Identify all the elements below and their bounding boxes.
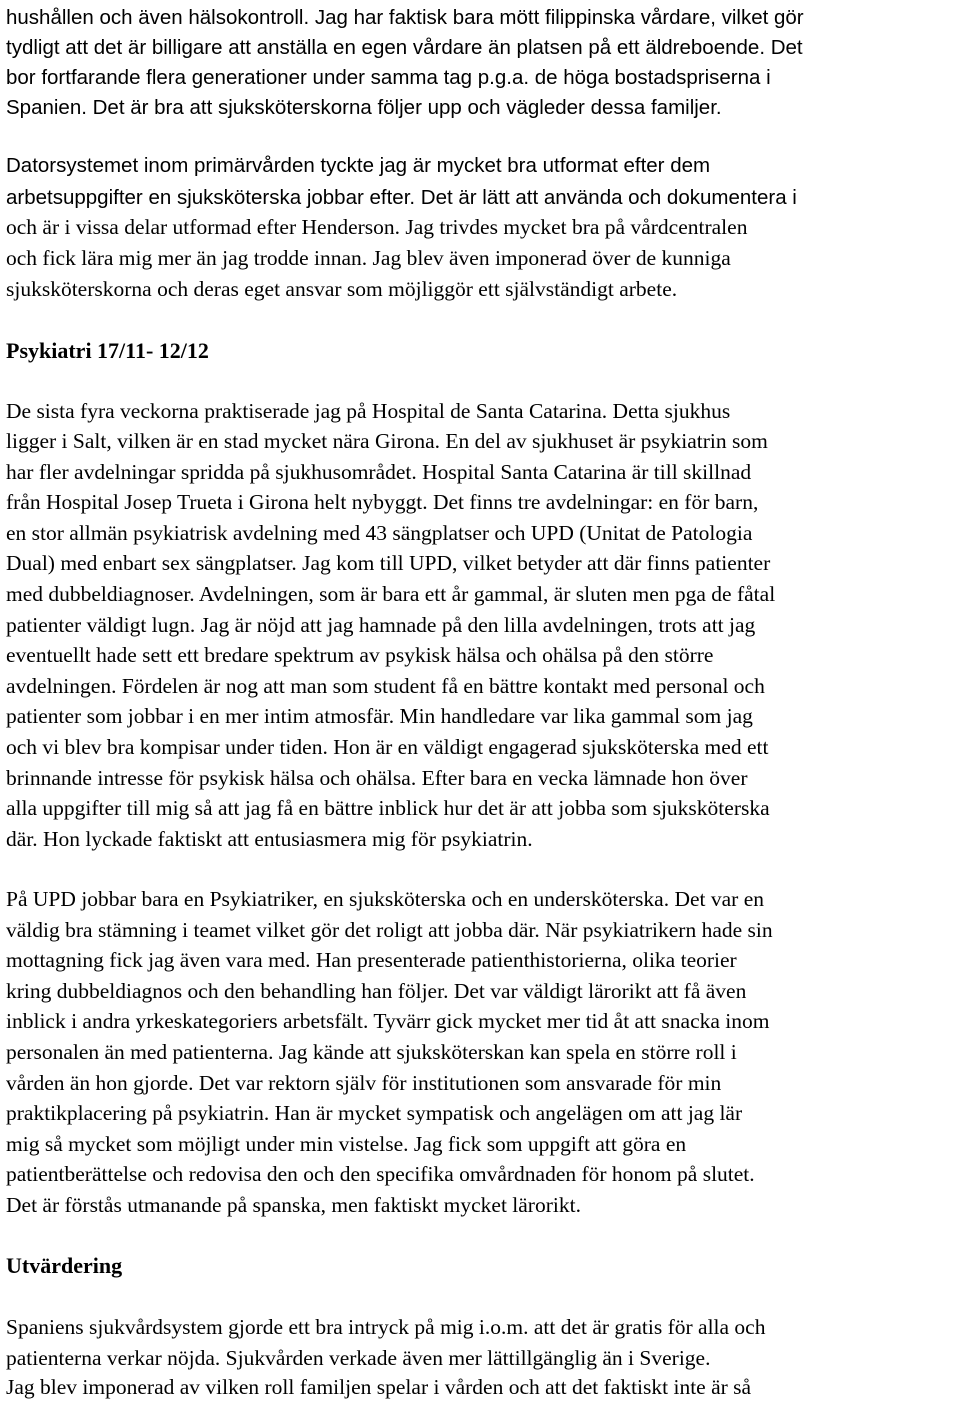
text-line: från Hospital Josep Trueta i Girona helt nybyggt. Det finns tre avdelningar: en för barn,	[6, 490, 759, 514]
text-line: patientberättelse och redovisa den och den specifika omvårdnaden för honom på slutet.	[6, 1162, 755, 1186]
section-heading-psychiatry: Psykiatri 17/11- 12/12	[6, 338, 209, 363]
text-line: hushållen och även hälsokontroll. Jag har faktisk bara mött filippinska vårdare, vilket gör	[6, 6, 804, 29]
text-line: en stor allmän psykiatrisk avdelning med 43 sängplatser och UPD (Unitat de Patologia	[6, 521, 753, 545]
text-line: De sista fyra veckorna praktiserade jag på Hospital de Santa Catarina. Detta sjukhus	[6, 399, 731, 423]
text-line: patienter väldigt lugn. Jag är nöjd att jag hamnade på den lilla avdelningen, trots att jag	[6, 613, 756, 637]
text-line: alla uppgifter till mig så att jag få en bättre inblick hur det är att jobba som sjuksköterska	[6, 796, 770, 820]
text-line: och är i vissa delar utformad efter Henderson. Jag trivdes mycket bra på vårdcentralen	[6, 215, 748, 239]
text-line: På UPD jobbar bara en Psykiatriker, en sjuksköterska och en undersköterska. Det var en	[6, 887, 765, 911]
text-line: brinnande intresse för psykisk hälsa och ohälsa. Efter bara en vecka lämnade hon över	[6, 766, 748, 790]
text-line: sjuksköterskorna och deras eget ansvar som möjliggör ett självständigt arbete.	[6, 277, 678, 301]
text-line: eventuellt hade sett ett bredare spektrum av psykisk hälsa och ohälsa på den större	[6, 643, 714, 667]
text-line: personalen än med patienterna. Jag kände att sjuksköterskan kan spela en större roll i	[6, 1040, 737, 1064]
text-line: patienter som jobbar i en mer intim atmosfär. Min handledare var lika gammal som jag	[6, 704, 753, 728]
text-line: avdelningen. Fördelen är nog att man som student få en bättre kontakt med personal och	[6, 674, 765, 698]
text-line: väldig bra stämning i teamet vilket gör det roligt att jobba där. När psykiatrikern hade sin	[6, 918, 773, 942]
text-line: kring dubbeldiagnos och den behandling han följer. Det var väldigt lärorikt att få även	[6, 979, 747, 1003]
section-heading-evaluation: Utvärdering	[6, 1253, 123, 1278]
text-line: ligger i Salt, vilken är en stad mycket nära Girona. En del av sjukhuset är psykiatrin som	[6, 429, 768, 453]
text-line: och fick lära mig mer än jag trodde innan. Jag blev även imponerad över de kunniga	[6, 246, 731, 270]
text-line: patienterna verkar nöjda. Sjukvården verkade även mer lättillgänglig än i Sverige.	[6, 1346, 711, 1370]
text-line: Dual) med enbart sex sängplatser. Jag kom till UPD, vilket betyder att där finns patienter	[6, 551, 771, 575]
text-line: Spaniens sjukvårdsystem gjorde ett bra intryck på mig i.o.m. att det är gratis för alla och	[6, 1315, 766, 1339]
text-line: tydligt att det är billigare att anställa en egen vårdare än platsen på ett äldreboende. Det	[6, 36, 803, 59]
text-line: arbetsuppgifter en sjuksköterska jobbar efter. Det är lätt att använda och dokumentera i	[6, 186, 797, 209]
text-line: mig så mycket som möjligt under min vistelse. Jag fick som uppgift att göra en	[6, 1132, 687, 1156]
text-line: Det är förstås utmanande på spanska, men faktiskt mycket lärorikt.	[6, 1193, 581, 1217]
text-line: där. Hon lyckade faktiskt att entusiasmera mig för psykiatrin.	[6, 827, 533, 851]
text-line: med dubbeldiagnoser. Avdelningen, som är bara ett år gammal, är sluten men pga de fåtal	[6, 582, 776, 606]
text-line: Jag blev imponerad av vilken roll familjen spelar i vården och att det faktiskt inte är så	[6, 1375, 752, 1399]
text-line: har fler avdelningar spridda på sjukhusområdet. Hospital Santa Catarina är till skillnad	[6, 460, 752, 484]
text-line: inblick i andra yrkeskategoriers arbetsfält. Tyvärr gick mycket mer tid åt att snacka inom	[6, 1009, 770, 1033]
text-line: praktikplacering på psykiatrin. Han är mycket sympatisk och angelägen om att jag lär	[6, 1101, 743, 1125]
text-line: bor fortfarande flera generationer under samma tag p.g.a. de höga bostadspriserna i	[6, 66, 771, 89]
text-line: vården än hon gjorde. Det var rektorn själv för institutionen som ansvarade för min	[6, 1071, 722, 1095]
text-line: Datorsystemet inom primärvården tyckte jag är mycket bra utformat efter dem	[6, 154, 711, 177]
text-line: Spanien. Det är bra att sjuksköterskorna följer upp och vägleder dessa familjer.	[6, 96, 722, 119]
text-line: och vi blev bra kompisar under tiden. Hon är en väldigt engagerad sjuksköterska med ett	[6, 735, 769, 759]
text-line: mottagning fick jag även vara med. Han presenterade patienthistorierna, olika teorier	[6, 948, 737, 972]
